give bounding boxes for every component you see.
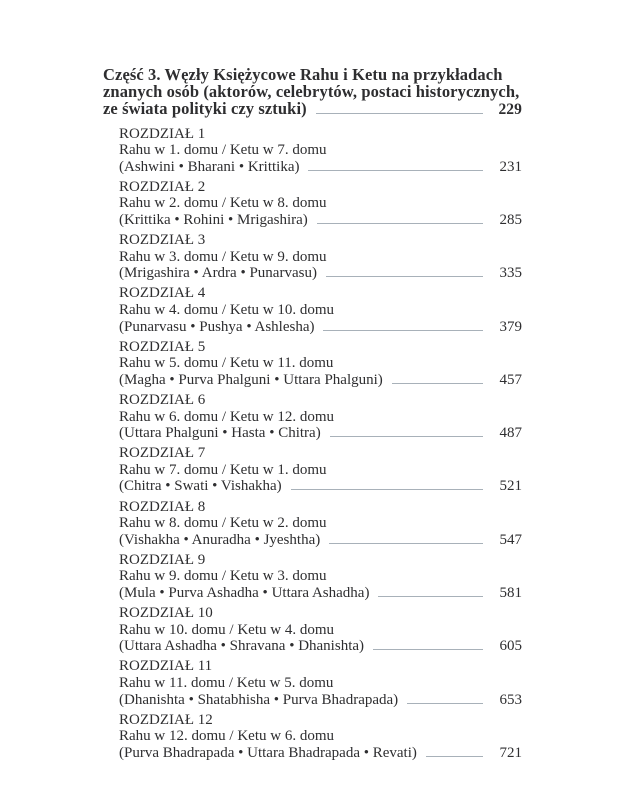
chapter-label: ROZDZIAŁ 10 xyxy=(119,605,213,622)
chapter-page-number: 379 xyxy=(499,318,522,335)
leader-line xyxy=(378,596,483,597)
chapter-label: ROZDZIAŁ 5 xyxy=(119,338,206,355)
chapter-nakshatras: (Vishakha • Anuradha • Jyeshtha) xyxy=(119,531,321,548)
chapter-houses: Rahu w 5. domu / Ketu w 11. domu xyxy=(119,355,334,372)
part-title-row xyxy=(103,100,522,118)
chapter-page-row xyxy=(119,319,522,336)
chapter-page-row xyxy=(119,745,522,762)
chapter-page-number: 231 xyxy=(499,158,522,175)
chapter-label: ROZDZIAŁ 12 xyxy=(119,711,213,728)
chapter-label: ROZDZIAŁ 1 xyxy=(119,125,206,142)
chapter-houses: Rahu w 1. domu / Ketu w 7. domu xyxy=(119,142,327,159)
chapter-page-row xyxy=(119,585,522,602)
toc-entry-rozdzial-6 xyxy=(119,392,522,442)
toc-entry-rozdzial-1 xyxy=(119,126,522,176)
chapter-page-row xyxy=(119,478,522,495)
chapter-houses: Rahu w 2. domu / Ketu w 8. domu xyxy=(119,195,327,212)
chapter-page-number: 457 xyxy=(499,371,522,388)
chapter-nakshatras: (Ashwini • Bharani • Krittika) xyxy=(119,158,300,175)
toc-entry-rozdzial-8 xyxy=(119,499,522,549)
chapter-nakshatras: (Uttara Phalguni • Hasta • Chitra) xyxy=(119,425,321,442)
toc-entry-rozdzial-12 xyxy=(119,712,522,762)
chapter-page-row xyxy=(119,532,522,549)
chapter-label: ROZDZIAŁ 11 xyxy=(119,658,213,675)
chapter-page-number: 335 xyxy=(499,265,522,282)
chapter-label: ROZDZIAŁ 8 xyxy=(119,498,206,515)
part-heading xyxy=(103,66,522,119)
part-title-line-2: znanych osób (aktorów, celebrytów, postaci historycznych, xyxy=(103,82,520,102)
toc-entry-rozdzial-2 xyxy=(119,179,522,229)
chapter-page-row xyxy=(119,425,522,442)
chapter-list xyxy=(119,126,522,762)
chapter-label: ROZDZIAŁ 9 xyxy=(119,551,206,568)
chapter-houses: Rahu w 12. domu / Ketu w 6. domu xyxy=(119,728,334,745)
part-page-number: 229 xyxy=(498,101,522,119)
chapter-page-row xyxy=(119,212,522,229)
chapter-nakshatras: (Magha • Purva Phalguni • Uttara Phalguni) xyxy=(119,371,383,388)
toc-entry-rozdzial-5 xyxy=(119,339,522,389)
chapter-nakshatras: (Purva Bhadrapada • Uttara Bhadrapada • Revati) xyxy=(119,744,417,761)
chapter-nakshatras: (Mrigashira • Ardra • Punarvasu) xyxy=(119,265,317,282)
leader-line xyxy=(392,383,483,384)
leader-line xyxy=(317,223,483,224)
chapter-label: ROZDZIAŁ 7 xyxy=(119,445,206,462)
toc-entry-rozdzial-4 xyxy=(119,285,522,335)
toc-entry-rozdzial-9 xyxy=(119,552,522,602)
leader-line xyxy=(291,489,483,490)
chapter-nakshatras: (Mula • Purva Ashadha • Uttara Ashadha) xyxy=(119,585,370,602)
chapter-houses: Rahu w 7. domu / Ketu w 1. domu xyxy=(119,461,327,478)
toc-entry-rozdzial-11 xyxy=(119,658,522,708)
leader-line xyxy=(326,276,483,277)
leader-line xyxy=(426,756,483,757)
chapter-page-row xyxy=(119,372,522,389)
leader-line xyxy=(323,330,483,331)
chapter-page-number: 581 xyxy=(499,585,522,602)
leader-line xyxy=(373,649,483,650)
leader-line xyxy=(316,113,483,114)
chapter-page-number: 653 xyxy=(499,691,522,708)
chapter-page-row xyxy=(119,265,522,282)
chapter-nakshatras: (Krittika • Rohini • Mrigashira) xyxy=(119,212,308,229)
toc-entry-rozdzial-10 xyxy=(119,605,522,655)
chapter-houses: Rahu w 3. domu / Ketu w 9. domu xyxy=(119,248,327,265)
leader-line xyxy=(407,703,483,704)
chapter-page-number: 721 xyxy=(499,744,522,761)
leader-line xyxy=(330,436,483,437)
part-title-line-1: Część 3. Węzły Księżycowe Rahu i Ketu na przykładach xyxy=(103,65,503,84)
chapter-page-number: 487 xyxy=(499,425,522,442)
leader-line xyxy=(329,543,483,544)
chapter-label: ROZDZIAŁ 3 xyxy=(119,232,206,249)
chapter-page-number: 547 xyxy=(499,531,522,548)
toc-entry-rozdzial-7 xyxy=(119,445,522,495)
chapter-label: ROZDZIAŁ 6 xyxy=(119,392,206,409)
chapter-page-number: 521 xyxy=(499,478,522,495)
toc-entry-rozdzial-3 xyxy=(119,232,522,282)
part-title-line-3: ze świata polityki czy sztuki) xyxy=(103,99,307,119)
chapter-houses: Rahu w 8. domu / Ketu w 2. domu xyxy=(119,515,327,532)
chapter-label: ROZDZIAŁ 2 xyxy=(119,178,206,195)
leader-line xyxy=(308,170,483,171)
chapter-nakshatras: (Punarvasu • Pushya • Ashlesha) xyxy=(119,318,315,335)
chapter-label: ROZDZIAŁ 4 xyxy=(119,285,206,302)
chapter-houses: Rahu w 10. domu / Ketu w 4. domu xyxy=(119,621,334,638)
chapter-page-row xyxy=(119,638,522,655)
chapter-houses: Rahu w 4. domu / Ketu w 10. domu xyxy=(119,302,334,319)
chapter-houses: Rahu w 6. domu / Ketu w 12. domu xyxy=(119,408,334,425)
chapter-houses: Rahu w 11. domu / Ketu w 5. domu xyxy=(119,675,334,692)
chapter-page-number: 605 xyxy=(499,638,522,655)
chapter-houses: Rahu w 9. domu / Ketu w 3. domu xyxy=(119,568,327,585)
chapter-nakshatras: (Uttara Ashadha • Shravana • Dhanishta) xyxy=(119,638,365,655)
chapter-page-number: 285 xyxy=(499,212,522,229)
chapter-page-row xyxy=(119,692,522,709)
chapter-nakshatras: (Chitra • Swati • Vishakha) xyxy=(119,478,282,495)
chapter-page-row xyxy=(119,159,522,176)
chapter-nakshatras: (Dhanishta • Shatabhisha • Purva Bhadrapada) xyxy=(119,691,399,708)
